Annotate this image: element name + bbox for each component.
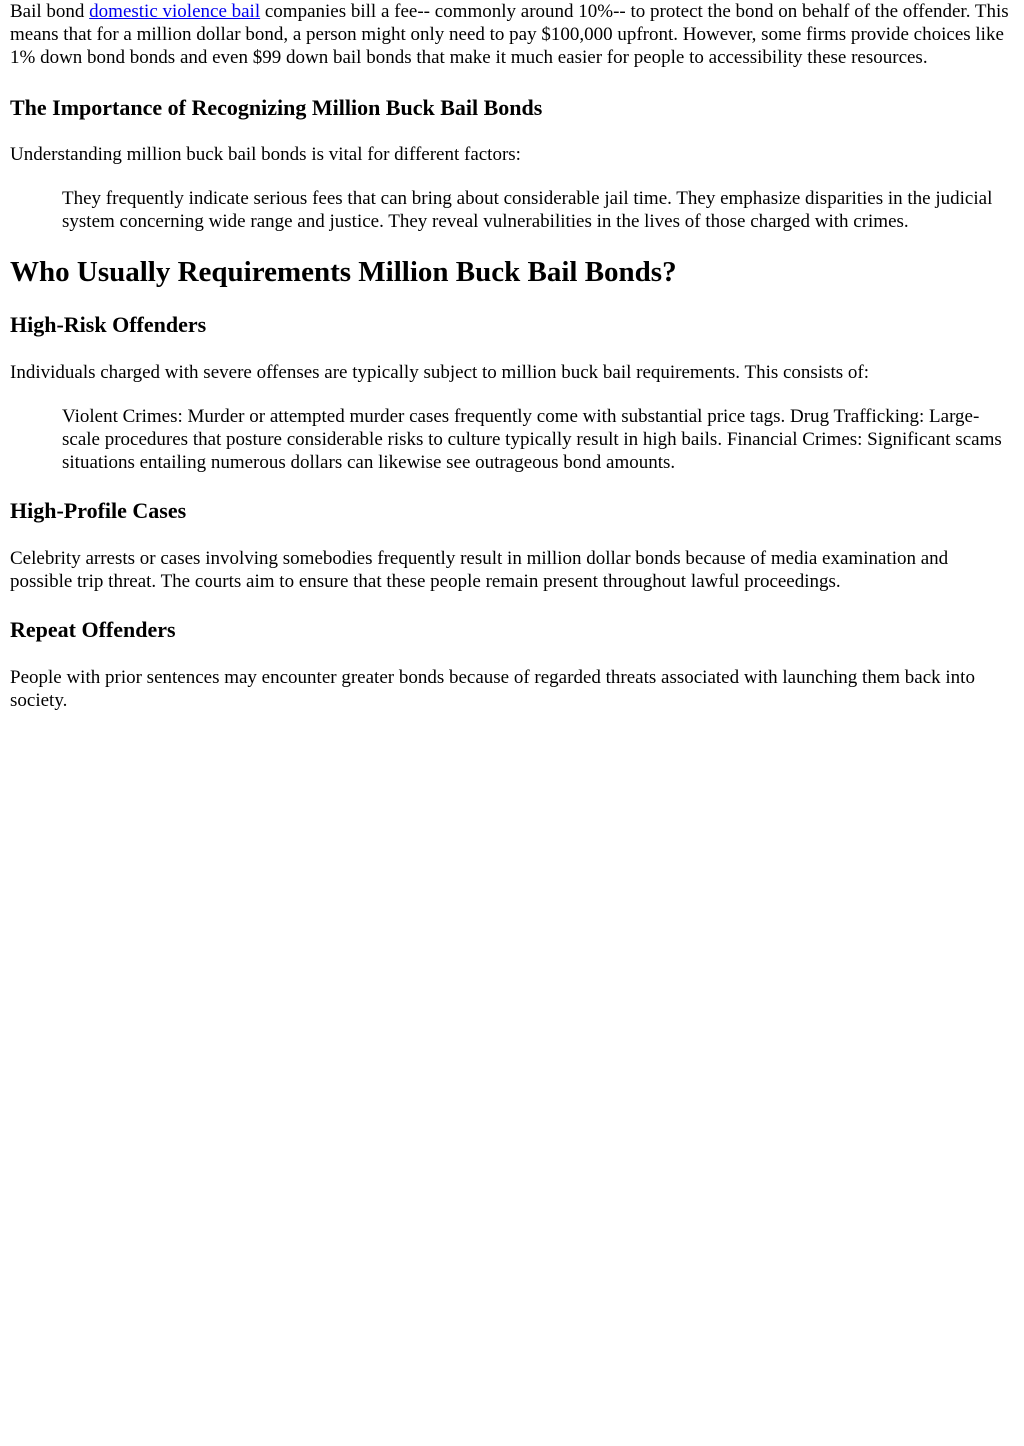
article-content — [0, 0, 1024, 712]
high-risk-quote: Violent Crimes: Murder or attempted murder cases frequently come with substantial price tags. Drug Trafficking: Large-scale procedures that posture considerable risks to culture typically result in high bails. Financial Crimes: Significant scams situations entailing numerous dollars can likewise see outrageous bond amounts. — [62, 406, 1002, 473]
domestic-violence-bail-link[interactable]: domestic violence bail — [89, 1, 261, 22]
importance-quote: They frequently indicate serious fees that can bring about considerable jail time. They emphasize disparities in the judicial system concerning wide range and justice. They reveal vulnerabilities in the lives of those charged with crimes. — [62, 188, 993, 232]
who-heading: Who Usually Requirements Million Buck Bail Bonds? — [10, 256, 677, 288]
repeat-offenders-heading: Repeat Offenders — [10, 617, 176, 642]
high-risk-heading: High-Risk Offenders — [10, 312, 207, 337]
intro-suffix: companies bill a fee-- commonly around 10%-- to protect the bond on behalf of the offender. This means that for a million dollar bond, a person might only need to pay $100,000 upfront. However, some firms provide choices like 1% down bond bonds and even $99 down bail bonds that make it much easier for people to accessibility these resources. — [10, 1, 1009, 68]
intro-prefix: Bail bond — [10, 1, 90, 22]
importance-heading: The Importance of Recognizing Million Buck Bail Bonds — [10, 95, 543, 120]
intro-paragraph — [10, 0, 1014, 69]
high-risk-lead: Individuals charged with severe offenses are typically subject to million buck bail requirements. This consists of: — [10, 362, 870, 383]
high-profile-heading: High-Profile Cases — [10, 498, 187, 523]
high-profile-body: Celebrity arrests or cases involving somebodies frequently result in million dollar bonds because of media examination and possible trip threat. The courts aim to ensure that these people remain present throughout lawful proceedings. — [10, 548, 949, 592]
repeat-offenders-body: People with prior sentences may encounter greater bonds because of regarded threats associated with launching them back into society. — [10, 667, 975, 711]
importance-lead: Understanding million buck bail bonds is vital for different factors: — [10, 144, 521, 165]
